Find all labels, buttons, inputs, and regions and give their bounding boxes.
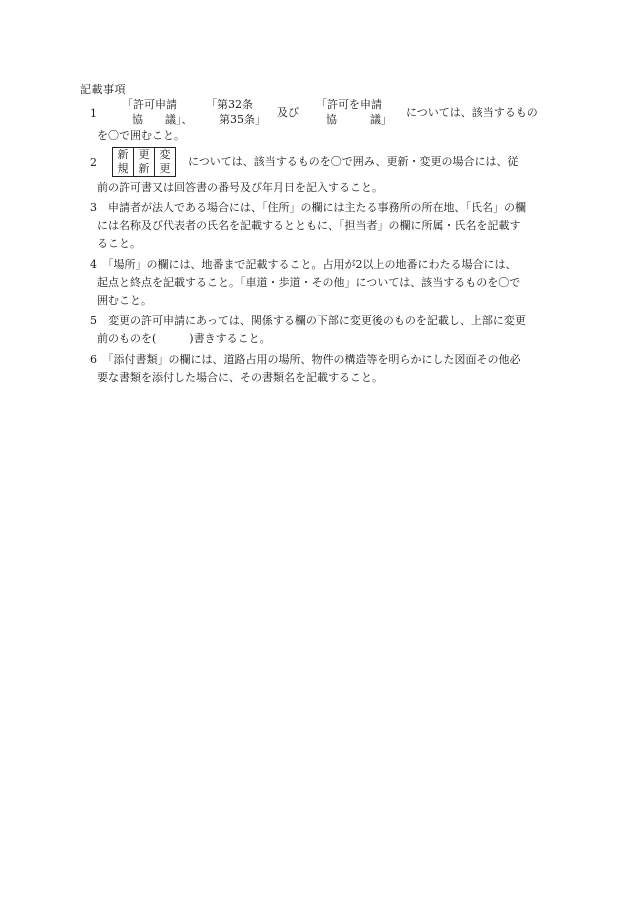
item4-line2: 起点と終点を記載すること。「車道・歩道・その他」については、該当するものを〇で — [97, 276, 521, 289]
table-cell: 規 — [113, 162, 134, 177]
table-cell: 更 — [155, 162, 176, 177]
table-cell: 更 — [134, 148, 155, 163]
renewal-type-table — [112, 147, 176, 177]
table-row — [113, 162, 176, 177]
item1-group-apply — [316, 97, 392, 127]
item1-group-article-bottom: 第35条」 — [219, 113, 266, 126]
item1-line2: を〇で囲むこと。 — [97, 129, 185, 142]
table-cell: 新 — [113, 148, 134, 163]
item1-group-article — [206, 97, 266, 127]
item2-number: 2 — [90, 156, 97, 169]
item2-tail: については、該当するものを〇で囲み、更新・変更の場合には、従 — [188, 155, 519, 168]
item5-line2: 前のものを( )書きすること。 — [97, 332, 271, 345]
heading: 記載事項 — [80, 83, 126, 96]
item3-line1: 3 申請者が法人である場合には、「住所」の欄には主たる事務所の所在地、「氏名」の欄 — [90, 201, 526, 214]
item1-group-permit-bottom: 協 議」、 — [132, 113, 193, 126]
item4-line3: 囲むこと。 — [97, 294, 152, 307]
item1-and: 及び — [277, 106, 299, 119]
item3-line3: ること。 — [97, 237, 141, 250]
item3-line2: には名称及び代表者の氏名を記載するとともに、「担当者」の欄に所属・氏名を記載す — [97, 219, 521, 232]
table-row — [113, 148, 176, 163]
item1-number: 1 — [90, 107, 97, 120]
item2-line2: 前の許可書又は回答書の番号及び年月日を記入すること。 — [97, 181, 383, 194]
item1-tail: については、該当するもの — [406, 106, 538, 119]
item1-group-permit-top: 「許可申請 — [122, 98, 177, 111]
item1-group-article-top: 「第32条 — [206, 98, 253, 111]
item1-group-permit — [122, 97, 193, 127]
item4-line1: 4 「場所」の欄には、地番まで記載すること。占用が2以上の地番にわたる場合には、 — [90, 258, 517, 271]
table-cell: 新 — [134, 162, 155, 177]
table-cell: 変 — [155, 148, 176, 163]
item1-group-apply-bottom: 協 議」 — [326, 113, 392, 126]
item6-line1: 6 「添付書類」の欄には、道路占用の場所、物件の構造等を明らかにした図面その他必 — [90, 353, 521, 366]
item5-line1: 5 変更の許可申請にあっては、関係する欄の下部に変更後のものを記載し、上部に変更 — [90, 314, 526, 327]
item6-line2: 要な書類を添付した場合に、その書類名を記載すること。 — [97, 371, 383, 384]
item1-group-apply-top: 「許可を申請 — [316, 98, 382, 111]
